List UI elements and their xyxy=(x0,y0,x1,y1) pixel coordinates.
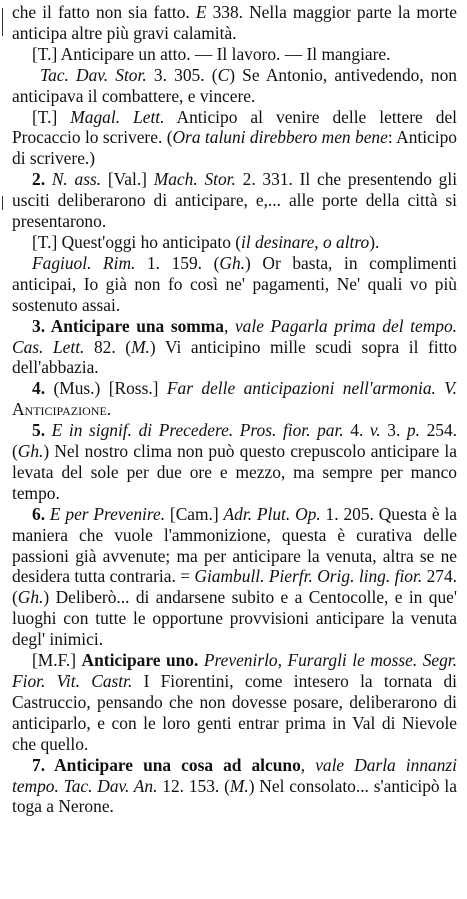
citation-text: vale Pagarla prima del tempo. Cas. Lett. xyxy=(12,315,457,357)
entry-text: [T.] xyxy=(32,106,71,127)
entry-text: (Mus.) [Ross.] xyxy=(53,378,167,399)
citation-text: M. xyxy=(229,775,249,796)
citation-text: Magal. Lett. xyxy=(70,106,165,127)
citation-text: Ora taluni direbbero men bene xyxy=(172,127,388,148)
entry-text: , xyxy=(300,754,316,775)
entry-text: [Cam.] xyxy=(165,503,224,524)
entry-text: 82. ( xyxy=(84,336,132,357)
entry-text: [Val.] xyxy=(101,169,154,190)
citation-text: v. xyxy=(369,420,381,441)
entry-text: 2. 331. Il che presentendo gli usciti deliberarono di anticipare, e,... alle porte della città si presentarono. xyxy=(12,169,458,232)
entry-text: ) Or basta, in complimenti anticipai, Io già non fo così ne' pagamenti, Ne' quali vo più sostenuto assai. xyxy=(12,252,458,315)
citation-text: N. ass. xyxy=(51,169,102,190)
entry-text: 254. ( xyxy=(12,420,457,462)
citation-text: Mach. Stor. xyxy=(153,169,236,190)
entry-text: che il fatto non sia fatto. xyxy=(12,2,196,22)
entry-text: I Fiorentini, come intesero la tornata di Castruccio, pensando che non dovesse posare, deliberarono di anticiparlo, e con le loro genti entrar prima in Val di Nievole che quello. xyxy=(12,671,457,754)
entry-paragraph xyxy=(12,420,457,504)
entry-text: 1. 159. ( xyxy=(135,252,220,273)
entry-headword: 4. xyxy=(32,378,54,399)
entry-headword: 6. xyxy=(32,503,50,524)
entry-headword: 2. xyxy=(32,169,52,190)
citation-text: Giambull. Pierfr. Orig. ling. fior. xyxy=(194,566,423,587)
citation-text: Fagiuol. Rim. xyxy=(32,252,136,273)
entry-headword: 3. Anticipare una somma xyxy=(32,315,224,336)
entry-headword: 5. xyxy=(32,420,52,441)
entry-paragraph xyxy=(12,316,457,379)
citation-text: Tac. Dav. Stor. xyxy=(40,64,147,85)
citation-text: Far delle anticipazioni nell'armonia. V. xyxy=(166,378,458,399)
citation-text: E per Prevenire. xyxy=(49,503,166,524)
entry-text: 338. Nella maggior parte la morte anticipa altre più gravi calamità. xyxy=(12,2,457,43)
citation-text: C xyxy=(217,64,230,85)
entry-text: 3. xyxy=(380,420,407,441)
entry-paragraph xyxy=(12,2,457,44)
entry-text: ) Vi anticipino mille scudi sopra il fitto dell'abbazia. xyxy=(12,336,457,378)
citation-text: Adr. Plut. Op. xyxy=(223,503,321,524)
entry-text: ) Nel nostro clima non può questo crepuscolo anticipare la levata del sole per due ore e mezzo, ma sempre per manco tempo. xyxy=(12,441,457,503)
margin-rule xyxy=(2,8,3,36)
entry-text: 12. 153. ( xyxy=(157,775,230,796)
entry-text: 4. xyxy=(343,420,370,441)
entry-text: , xyxy=(223,315,235,336)
citation-text: Gh. xyxy=(17,441,44,462)
citation-text: E xyxy=(195,2,207,22)
entry-list xyxy=(12,2,457,817)
entry-paragraph xyxy=(12,232,457,253)
entry-paragraph xyxy=(12,65,457,107)
citation-text: p. xyxy=(406,420,420,441)
entry-text: ). xyxy=(369,231,380,252)
entry-headword: Anticipare uno. xyxy=(81,650,199,671)
entry-paragraph xyxy=(12,650,457,755)
citation-text: E in signif. di Precedere. Pros. fior. par. xyxy=(51,420,344,441)
entry-text: Anticipazione xyxy=(12,399,107,420)
entry-text: [T.] Quest'oggi ho anticipato ( xyxy=(32,231,242,252)
citation-text: M. xyxy=(131,336,150,357)
margin-rule xyxy=(2,196,3,210)
entry-text: : Anticipo di scrivere.) xyxy=(12,127,458,169)
entry-text: [M.F.] xyxy=(32,650,82,671)
entry-paragraph xyxy=(12,169,457,232)
entry-text: 274. ( xyxy=(12,566,458,608)
entry-paragraph xyxy=(12,253,457,316)
entry-text: 3. 305. ( xyxy=(146,64,218,85)
citation-text: Gh. xyxy=(17,587,44,608)
entry-paragraph xyxy=(12,504,457,650)
entry-text: . xyxy=(106,399,112,420)
entry-headword: 7. Anticipare una cosa ad alcuno xyxy=(32,754,301,775)
citation-text: Prevenirlo, Furargli le mosse. Segr. Fior. Vit. Castr. xyxy=(12,650,457,691)
entry-text: ) Nel consolato... s'anticipò la toga a Nerone. xyxy=(12,775,457,817)
entry-text: Anticipo al venire delle lettere del Procaccio lo scrivere. ( xyxy=(12,106,457,148)
entry-text: ) Se Antonio, antivedendo, non anticipava il combattere, e vincere. xyxy=(12,64,458,106)
entry-paragraph xyxy=(12,107,457,170)
entry-paragraph xyxy=(12,755,457,818)
entry-text: [T.] Anticipare un atto. — Il lavoro. — Il mangiare. xyxy=(32,43,391,64)
citation-text: il desinare, o altro xyxy=(241,231,370,252)
entry-paragraph xyxy=(12,44,457,65)
entry-paragraph xyxy=(12,378,457,420)
citation-text: vale Darla innanzi tempo. Tac. Dav. An. xyxy=(12,754,458,796)
entry-text: ) Deliberò... di andarsene subito e a Centocolle, e in que' luoghi con tutte le opportune provvisioni anticipare la venuta degl' inimici. xyxy=(12,587,457,650)
entry-text: 1. 205. Questa è la maniera che vuole l'ammonizione, questa è curativa delle passioni già avvenute; ma per anticipare la venuta, altra se ne desidera tutta contraria. = xyxy=(12,503,457,587)
citation-text: Gh. xyxy=(219,252,246,273)
